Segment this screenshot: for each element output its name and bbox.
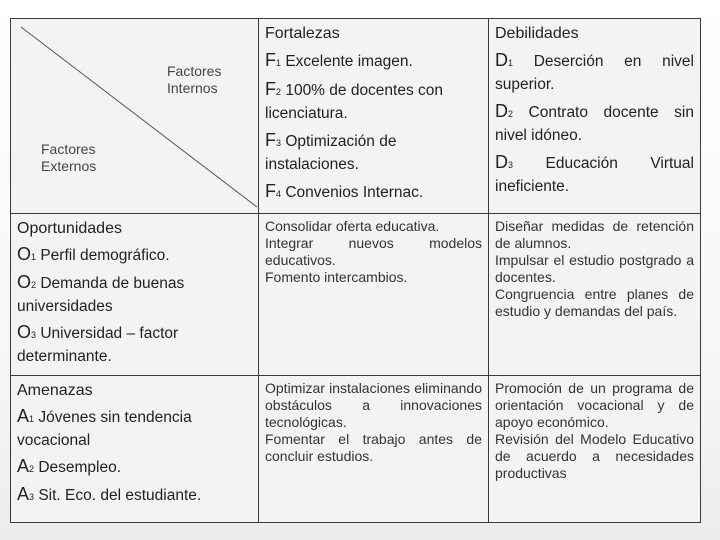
strength-text: Excelente imagen. bbox=[281, 53, 413, 70]
strength-number: 4 bbox=[276, 189, 282, 199]
weakness-item bbox=[495, 49, 694, 96]
corner-cell bbox=[11, 19, 259, 214]
weakness-number: 3 bbox=[508, 160, 514, 170]
threat-code: A bbox=[17, 484, 30, 504]
weaknesses-cell bbox=[489, 19, 701, 214]
fo-strategies-list bbox=[265, 218, 482, 286]
threat-number: 1 bbox=[29, 414, 35, 424]
weakness-number: 1 bbox=[508, 58, 514, 68]
fo-strategy-line: Integrar nuevos modelos educativos. bbox=[265, 235, 482, 268]
strength-text: 100% de docentes con licenciatura. bbox=[265, 82, 444, 122]
threat-code: A bbox=[17, 406, 30, 426]
diagonal-divider bbox=[11, 19, 259, 209]
opportunities-title: Oportunidades bbox=[17, 220, 122, 237]
fa-strategies-cell bbox=[259, 376, 489, 523]
strength-number: 1 bbox=[276, 58, 282, 68]
opportunity-code: O bbox=[17, 244, 32, 264]
do-strategy-line: Congruencia entre planes de estudio y demandas del país. bbox=[495, 286, 694, 319]
weakness-item bbox=[495, 100, 694, 147]
threats-cell bbox=[11, 376, 259, 523]
opportunities-list bbox=[17, 243, 252, 368]
weakness-number: 2 bbox=[508, 109, 514, 119]
strength-item bbox=[265, 129, 482, 176]
fa-strategy-line: Optimizar instalaciones eliminando obstáculos a innovaciones tecnológicas. bbox=[265, 380, 482, 430]
threat-text: Sit. Eco. del estudiante. bbox=[34, 487, 202, 504]
opportunity-item bbox=[17, 271, 252, 318]
opportunity-number: 1 bbox=[31, 252, 37, 262]
weakness-text: Deserción en nivel superior. bbox=[495, 53, 694, 93]
strength-text: Convenios Internac. bbox=[281, 184, 424, 201]
weaknesses-title: Debilidades bbox=[495, 25, 579, 42]
weaknesses-list bbox=[495, 49, 694, 198]
strength-code: F bbox=[265, 50, 276, 70]
strength-item bbox=[265, 49, 482, 74]
do-strategy-line: Impulsar el estudio postgrado a docentes. bbox=[495, 252, 694, 285]
strengths-cell bbox=[259, 19, 489, 214]
fo-strategy-line: Fomento intercambios. bbox=[265, 269, 408, 285]
strength-number: 3 bbox=[276, 138, 282, 148]
strengths-list bbox=[265, 49, 482, 205]
threat-number: 2 bbox=[29, 464, 35, 474]
weakness-code: D bbox=[495, 50, 508, 70]
weakness-item bbox=[495, 151, 694, 198]
strength-code: F bbox=[265, 181, 276, 201]
external-factors-label: Factores Externos bbox=[41, 141, 97, 174]
strength-number: 2 bbox=[276, 87, 282, 97]
threat-item bbox=[17, 455, 252, 480]
threat-item bbox=[17, 483, 252, 508]
da-strategy-line: Promoción de un programa de orientación vocacional y de apoyo económico. bbox=[495, 380, 694, 430]
do-strategies-cell bbox=[489, 214, 701, 376]
threat-number: 3 bbox=[29, 492, 35, 502]
opportunity-number: 2 bbox=[31, 280, 37, 290]
opportunity-code: O bbox=[17, 272, 32, 292]
strength-code: F bbox=[265, 79, 276, 99]
opportunity-number: 3 bbox=[31, 330, 37, 340]
foda-matrix bbox=[10, 18, 701, 523]
da-strategies-list bbox=[495, 380, 694, 482]
threat-item bbox=[17, 405, 252, 452]
threat-text: Jóvenes sin tendencia vocacional bbox=[17, 409, 192, 449]
threat-code: A bbox=[17, 456, 30, 476]
weakness-code: D bbox=[495, 152, 508, 172]
fa-strategy-line: Fomentar el trabajo antes de concluir estudios. bbox=[265, 431, 482, 464]
opportunity-item bbox=[17, 243, 252, 268]
internal-factors-label: Factores Internos bbox=[167, 63, 222, 96]
weakness-text: Contrato docente sin nivel idóneo. bbox=[495, 104, 694, 144]
do-strategies-list bbox=[495, 218, 694, 320]
strength-code: F bbox=[265, 130, 276, 150]
strength-item bbox=[265, 78, 482, 125]
do-strategy-line: Diseñar medidas de retención de alumnos. bbox=[495, 218, 694, 251]
opportunity-text: Universidad – factor determinante. bbox=[17, 325, 179, 365]
opportunity-text: Demanda de buenas universidades bbox=[17, 275, 185, 315]
fa-strategies-list bbox=[265, 380, 482, 465]
da-strategies-cell bbox=[489, 376, 701, 523]
threat-text: Desempleo. bbox=[34, 459, 122, 476]
fo-strategies-cell bbox=[259, 214, 489, 376]
weakness-code: D bbox=[495, 101, 508, 121]
opportunity-code: O bbox=[17, 322, 32, 342]
strengths-title: Fortalezas bbox=[265, 25, 340, 42]
opportunity-text: Perfil demográfico. bbox=[36, 247, 170, 264]
fo-strategy-line: Consolidar oferta educativa. bbox=[265, 218, 440, 234]
opportunity-item bbox=[17, 321, 252, 368]
strength-item bbox=[265, 180, 482, 205]
strength-text: Optimización de instalaciones. bbox=[265, 133, 397, 173]
opportunities-cell bbox=[11, 214, 259, 376]
weakness-text: Educación Virtual ineficiente. bbox=[495, 155, 694, 195]
threats-title: Amenazas bbox=[17, 382, 93, 399]
threats-list bbox=[17, 405, 252, 508]
da-strategy-line: Revisión del Modelo Educativo de acuerdo a necesidades productivas bbox=[495, 431, 694, 481]
